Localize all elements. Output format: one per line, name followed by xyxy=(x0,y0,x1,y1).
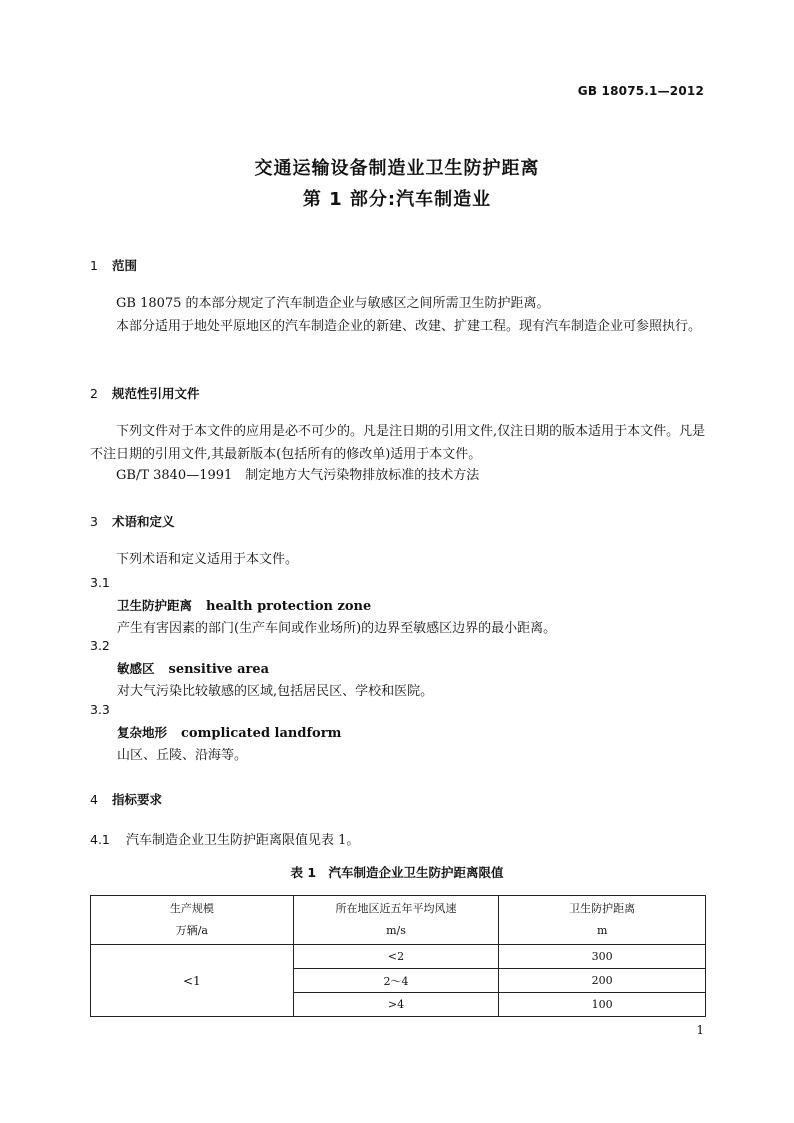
scale-cell: <1 xyxy=(91,945,294,1017)
term-entry xyxy=(117,596,371,614)
section-4-heading xyxy=(90,790,162,808)
document-title-line2: 第 1 部分:汽车制造业 xyxy=(302,189,492,210)
term-definition: 产生有害因素的部门(生产车间或作业场所)的边界至敏感区边界的最小距离。 xyxy=(117,621,557,636)
section-2-para-1: 下列文件对于本文件的应用是必不可少的。凡是注日期的引用文件,仅注日期的版本适用于本文件。凡是不注日期的引用文件,其最新版本(包括所有的修改单)适用于本文件。 xyxy=(90,424,706,462)
table-header-row xyxy=(91,896,706,945)
header-wind-speed: 所在地区近五年平均风速 m/s xyxy=(293,896,499,945)
clause-text: 汽车制造企业卫生防护距离限值见表 1。 xyxy=(126,833,360,848)
term-entry xyxy=(117,659,269,677)
section-title: 范围 xyxy=(112,258,138,273)
term-definition: 山区、丘陵、沿海等。 xyxy=(117,748,248,763)
wind-cell: 2～4 xyxy=(293,969,499,993)
section-3-heading xyxy=(90,512,175,530)
section-number: 1 xyxy=(90,258,98,273)
page-number: 1 xyxy=(696,1023,704,1037)
section-1-para-2: 本部分适用于地处平原地区的汽车制造企业的新建、改建、扩建工程。现有汽车制造企业可参照执行。 xyxy=(116,319,702,334)
section-1-heading xyxy=(90,256,137,274)
wind-cell: <2 xyxy=(293,945,499,969)
standard-number: GB 18075.1—2012 xyxy=(577,84,704,98)
section-number: 3 xyxy=(90,514,98,529)
term-number: 3.2 xyxy=(90,638,110,653)
header-protection-distance: 卫生防护距离 m xyxy=(499,896,706,945)
clause-number: 4.1 xyxy=(90,832,110,847)
table-caption: 表 1 汽车制造企业卫生防护距离限值 xyxy=(290,865,504,880)
header-production-scale: 生产规模 万辆/a xyxy=(91,896,294,945)
distance-limit-table xyxy=(90,895,706,1017)
clause-4-1 xyxy=(90,828,706,852)
term-name-zh: 卫生防护距离 xyxy=(117,598,193,613)
section-number: 2 xyxy=(90,386,98,401)
section-3-intro: 下列术语和定义适用于本文件。 xyxy=(116,552,299,567)
table-row xyxy=(91,945,706,969)
section-number: 4 xyxy=(90,792,98,807)
normative-reference: GB/T 3840—1991 制定地方大气污染物排放标准的技术方法 xyxy=(116,468,480,483)
term-name-zh: 复杂地形 xyxy=(117,725,168,740)
term-definition: 对大气污染比较敏感的区域,包括居民区、学校和医院。 xyxy=(117,684,434,699)
term-name-zh: 敏感区 xyxy=(117,661,155,676)
distance-cell: 200 xyxy=(499,969,706,993)
term-name-en: health protection zone xyxy=(206,599,372,614)
distance-cell: 100 xyxy=(499,993,706,1017)
term-name-en: sensitive area xyxy=(168,662,270,677)
term-number: 3.1 xyxy=(90,575,110,590)
term-number: 3.3 xyxy=(90,702,110,717)
section-1-para-1: GB 18075 的本部分规定了汽车制造企业与敏感区之间所需卫生防护距离。 xyxy=(116,296,550,311)
section-title: 规范性引用文件 xyxy=(112,386,200,401)
section-2-heading xyxy=(90,384,200,402)
document-title-line1: 交通运输设备制造业卫生防护距离 xyxy=(254,158,540,179)
distance-cell: 300 xyxy=(499,945,706,969)
term-name-en: complicated landform xyxy=(181,726,342,741)
section-title: 术语和定义 xyxy=(112,514,175,529)
term-entry xyxy=(117,723,341,741)
section-title: 指标要求 xyxy=(112,792,163,807)
wind-cell: >4 xyxy=(293,993,499,1017)
